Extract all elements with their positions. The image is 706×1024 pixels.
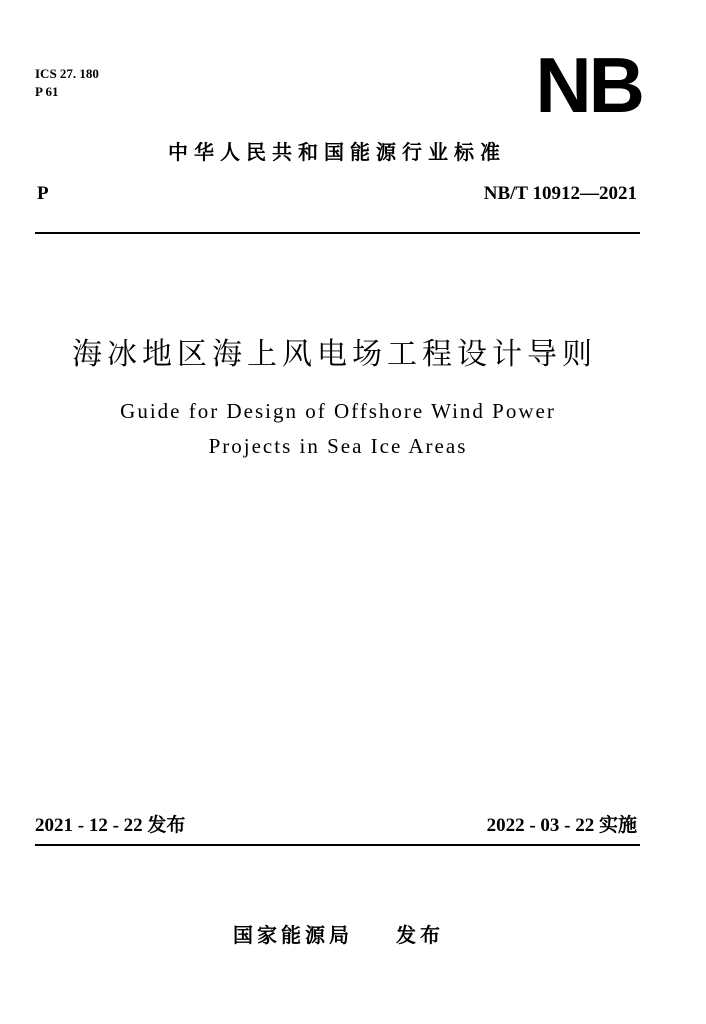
title-english-line-2: Projects in Sea Ice Areas [208, 434, 468, 458]
publisher-name: 国家能源局 [233, 923, 353, 947]
header-divider [35, 232, 640, 234]
publisher-action: 发布 [396, 923, 444, 947]
implement-date: 2022 - 03 - 22 实施 [486, 815, 637, 836]
ics-code: ICS 27. 180 [35, 66, 99, 81]
ccs-code: P 61 [35, 84, 59, 99]
standard-number: NB/T 10912—2021 [483, 183, 637, 204]
title-english-line-1: Guide for Design of Offshore Wind Power [120, 399, 556, 423]
title-chinese: 海冰地区海上风电场工程设计导则 [72, 337, 597, 372]
footer-divider [35, 844, 640, 846]
category-code: P [37, 183, 49, 204]
nb-logo: NB [535, 41, 642, 129]
issuer-category: 中华人民共和国能源行业标准 [168, 140, 506, 164]
publish-date: 2021 - 12 - 22 发布 [35, 815, 186, 836]
